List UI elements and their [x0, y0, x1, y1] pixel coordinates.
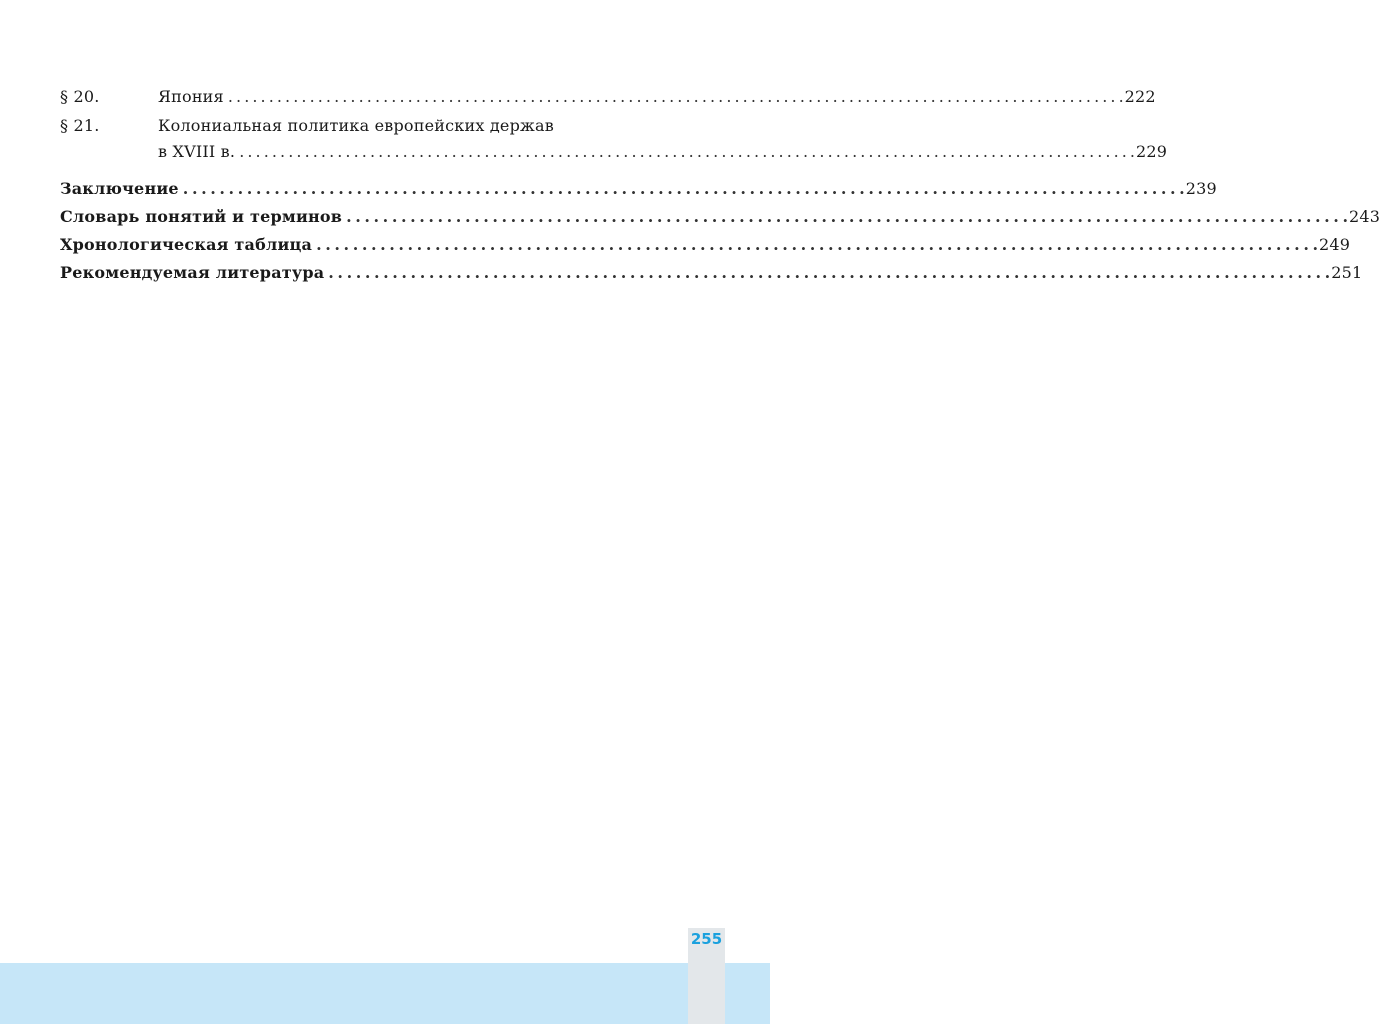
- toc-entry-section-20[interactable]: [60, 84, 1156, 110]
- page-reference: 243: [1349, 207, 1380, 226]
- toc-entry-glossary[interactable]: [60, 204, 1380, 230]
- table-of-contents: [60, 84, 1380, 286]
- page-reference: 222: [1124, 87, 1156, 106]
- toc-entry-conclusion[interactable]: [60, 176, 1217, 202]
- toc-entry-chronology[interactable]: [60, 232, 1351, 258]
- page-reference: 239: [1185, 179, 1217, 198]
- page-reference: 249: [1319, 235, 1351, 254]
- entry-title: Словарь понятий и терминов: [60, 207, 343, 226]
- footer-band: [0, 963, 770, 1024]
- section-title-line-1: Колониальная политика европейских держав: [158, 116, 554, 135]
- dot-leader: [228, 84, 1123, 110]
- section-number: § 21.: [60, 116, 100, 135]
- dot-leader: [183, 176, 1184, 202]
- dot-leader: [239, 139, 1134, 165]
- entry-title: Хронологическая таблица: [60, 235, 313, 254]
- page-reference: 251: [1331, 263, 1363, 282]
- page-reference: 229: [1136, 142, 1168, 161]
- section-title-line-2: в XVIII в.: [158, 142, 236, 161]
- toc-entry-section-21[interactable]: [60, 113, 1168, 165]
- toc-entry-literature[interactable]: [60, 260, 1363, 286]
- dot-leader: [316, 232, 1317, 258]
- dot-leader: [346, 204, 1347, 230]
- section-title: Япония: [158, 87, 224, 106]
- dot-leader: [328, 260, 1329, 286]
- entry-title: Рекомендуемая литература: [60, 263, 325, 282]
- section-number: § 20.: [60, 87, 100, 106]
- page-number: 255: [690, 930, 723, 948]
- entry-title: Заключение: [60, 179, 179, 198]
